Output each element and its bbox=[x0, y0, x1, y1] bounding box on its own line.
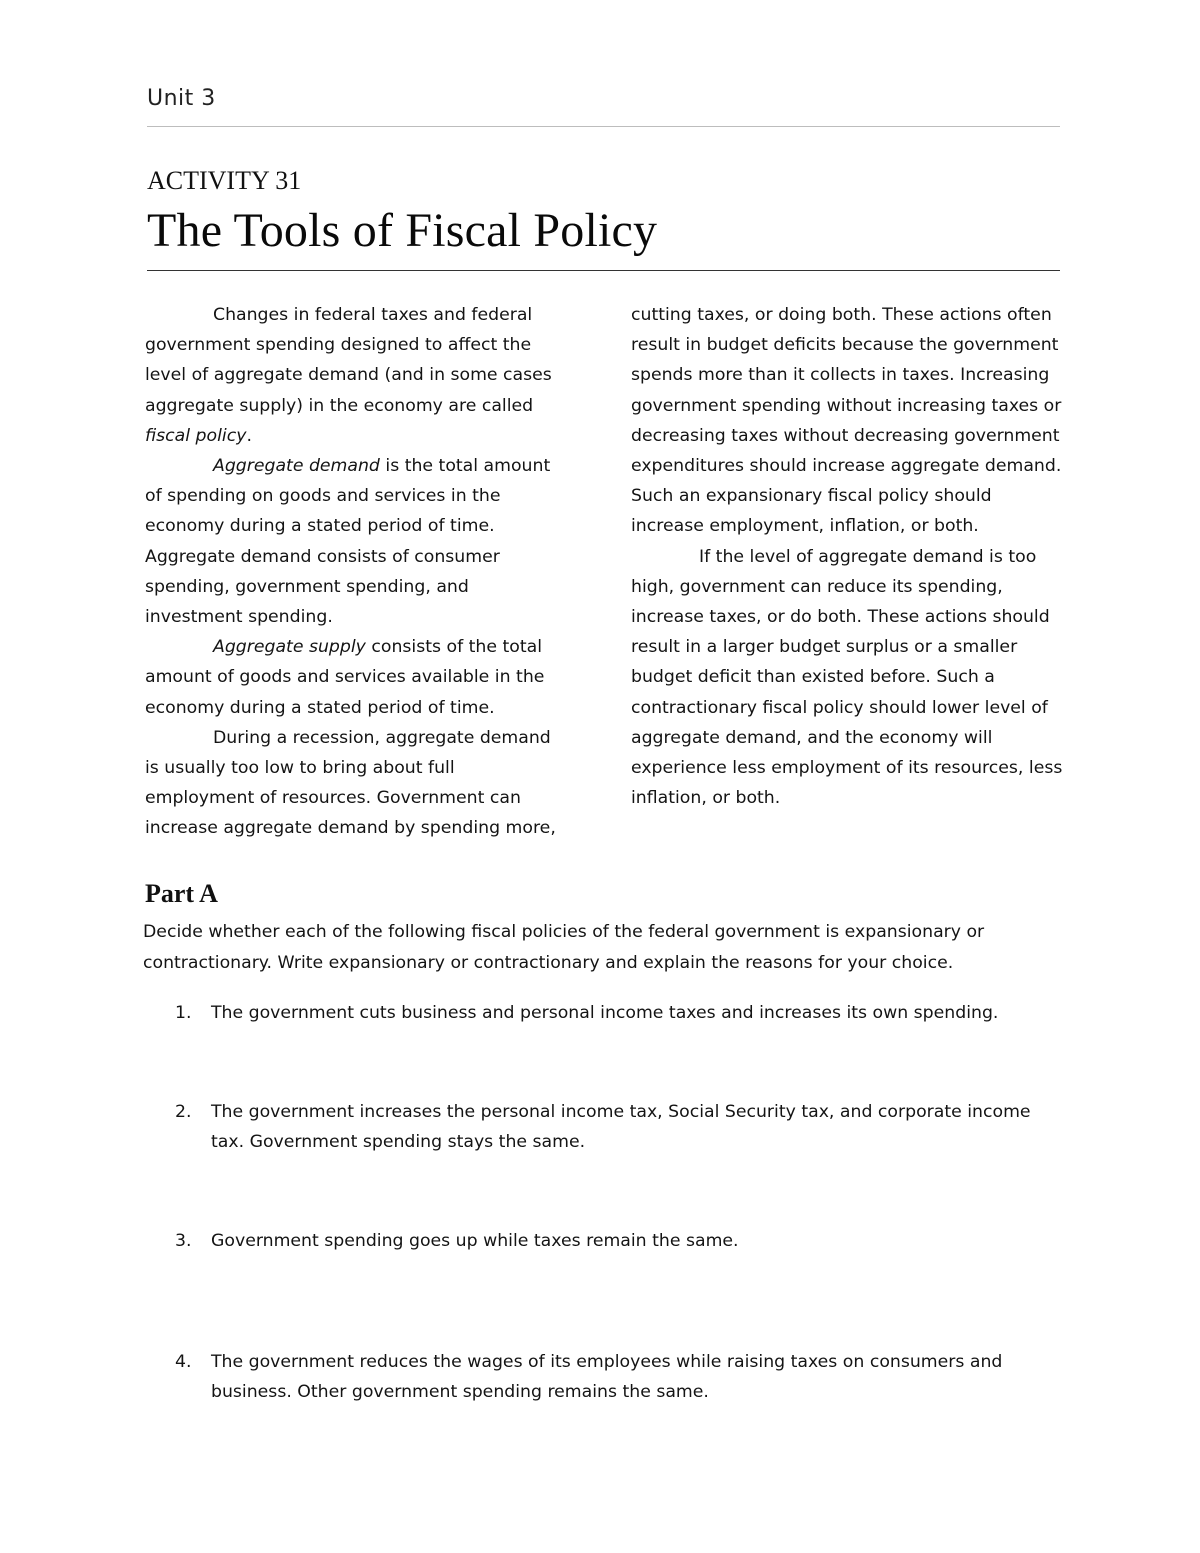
question-number: 3. bbox=[175, 1231, 192, 1251]
intro-paragraph-4-continued: cutting taxes, or doing both. These actions often result in budget deficits because the government spends more than it collects in taxes. Increasing government spending without increasing taxes or decreasing taxes without decreasing government expenditures should increase aggregate demand. Such an expansionary fiscal policy should increase employment, inflation, or both. bbox=[631, 305, 1062, 537]
question-text: The government cuts business and personal income taxes and increases its own spending. bbox=[211, 1003, 999, 1023]
question-text: The government reduces the wages of its employees while raising taxes on consumers and business. Other government spending remains the same. bbox=[211, 1352, 1003, 1402]
intro-column-left bbox=[145, 300, 560, 844]
intro-paragraph-1 bbox=[145, 300, 560, 451]
question-text: Government spending goes up while taxes remain the same. bbox=[211, 1231, 739, 1251]
question-number: 4. bbox=[175, 1352, 192, 1372]
intro-column-right bbox=[631, 300, 1063, 813]
question-number: 1. bbox=[175, 1003, 192, 1023]
question-text: The government increases the personal income tax, Social Security tax, and corporate income tax. Government spending stays the same. bbox=[211, 1102, 1031, 1152]
intro-paragraph-2 bbox=[145, 451, 560, 632]
intro-p2-text: is the total amount of spending on goods and services in the economy during a stated period of time. Aggregate demand consists of consumer spending, government spending, and investment spending. bbox=[145, 456, 551, 628]
part-a-heading: Part A bbox=[145, 879, 218, 908]
term-aggregate-demand: Aggregate demand bbox=[213, 456, 380, 477]
question-number: 2. bbox=[175, 1102, 192, 1122]
intro-paragraph-5: If the level of aggregate demand is too high, government can reduce its spending, increase taxes, or do both. These actions should result in a larger budget surplus or a smaller budget deficit than existed before. Such a contractionary fiscal policy should lower level of aggregate demand, and the economy will experience less employment of its resources, less inflation, or both. bbox=[631, 546, 1063, 809]
term-aggregate-supply: Aggregate supply bbox=[213, 637, 366, 658]
page-title: The Tools of Fiscal Policy bbox=[147, 204, 658, 257]
intro-p3-text: consists of the total amount of goods and services available in the economy during a stated period of time. bbox=[145, 637, 545, 718]
unit-label: Unit 3 bbox=[147, 86, 216, 111]
term-fiscal-policy: fiscal policy bbox=[145, 425, 247, 446]
intro-paragraph-3 bbox=[145, 632, 560, 723]
intro-p1-text: Changes in federal taxes and federal government spending designed to affect the level of aggregate demand (and in some cases aggregate supply) in the economy are called bbox=[145, 305, 552, 416]
header-divider bbox=[147, 126, 1060, 127]
activity-number: ACTIVITY 31 bbox=[147, 166, 302, 195]
intro-paragraph-4: During a recession, aggregate demand is usually too low to bring about full employment of resources. Government can increase aggregate demand by spending more, bbox=[145, 727, 556, 839]
intro-p1-end: . bbox=[246, 425, 252, 446]
part-a-directions: Decide whether each of the following fiscal policies of the federal government is expansionary or contractionary. Write expansionary or contractionary and explain the reasons for your choice. bbox=[143, 922, 985, 973]
title-divider bbox=[147, 270, 1060, 271]
